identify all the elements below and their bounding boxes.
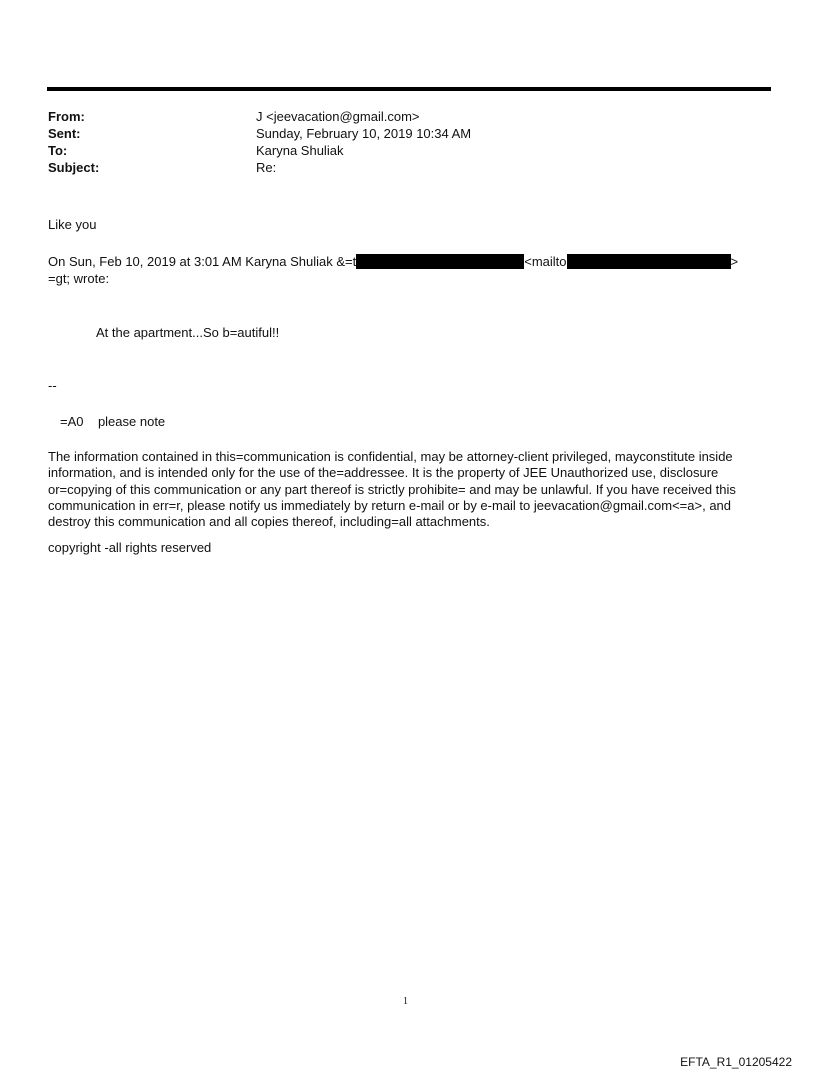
quote-intro-wrote: =gt; wrote: [48,271,110,286]
redaction-block [356,254,524,269]
reply-text: Like you [48,217,97,232]
copyright-line: copyright -all rights reserved [48,540,212,555]
quote-intro-close: > [730,254,739,269]
sent-value: Sunday, February 10, 2019 10:34 AM [256,126,472,141]
from-label: From: [48,109,85,124]
page-number: 1 [403,996,408,1007]
quoted-message: At the apartment...So b=autiful!! [96,325,280,340]
to-label: To: [48,143,68,158]
sent-label: Sent: [48,126,81,141]
quote-intro-sender: On Sun, Feb 10, 2019 at 3:01 AM Karyna Shuliak &=t [48,254,357,269]
to-value: Karyna Shuliak [256,143,344,158]
quote-intro-mailto: <mailto [524,254,567,269]
quote-intro-line [48,253,738,270]
from-value: J <jeevacation@gmail.com> [256,109,420,124]
signature-separator: -- [48,378,57,393]
redaction-block [567,254,731,269]
subject-value: Re: [256,160,277,175]
please-note: =A0 please note [60,414,166,429]
subject-label: Subject: [48,160,100,175]
header-rule [47,87,771,91]
document-id-footer: EFTA_R1_01205422 [680,1055,792,1069]
email-header [48,108,768,180]
disclaimer-paragraph: The information contained in this=communication is confidential, may be attorney-client privileged, mayconstitute inside information, and is intended only for the use of the=addressee. It is the property of JEE Unauthorized use, disclosure or=copying of this communication or any part thereof is strictly prohibite= and may be unlawful. If you have received this communication in err=r, please notify us immediately by return e-mail or by e-mail to jeevacation@gmail.com<=a>, and destroy this communication and all copies thereof, including=all attachments. [48,449,736,530]
